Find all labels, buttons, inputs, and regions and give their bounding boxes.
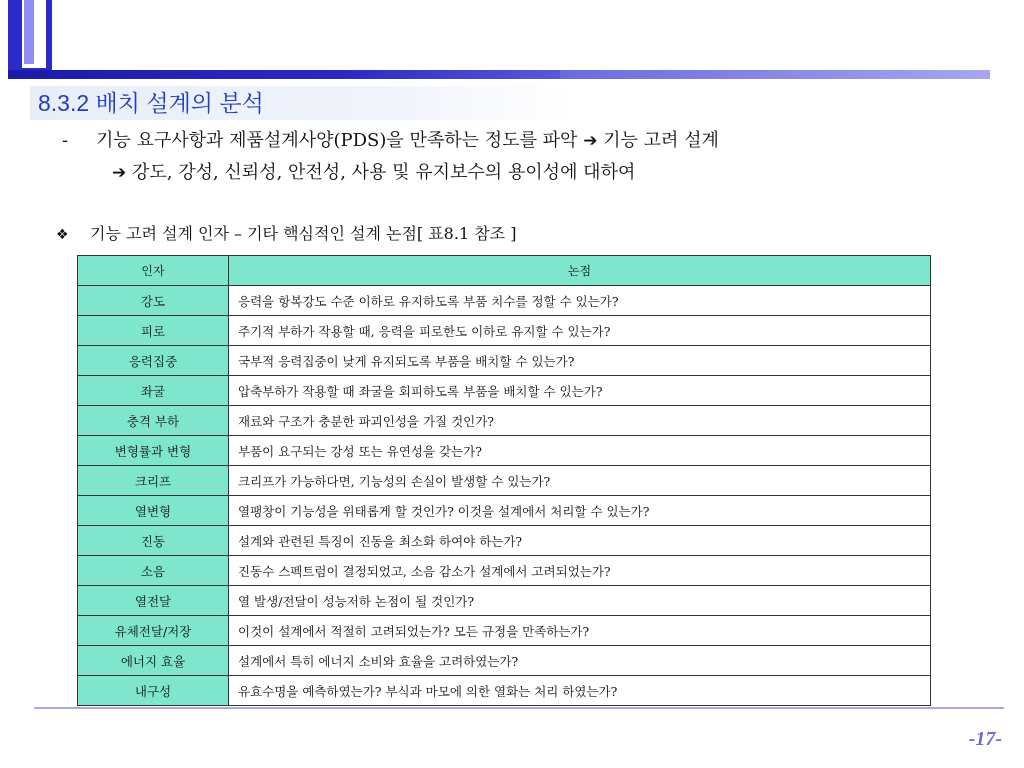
table-row bbox=[78, 436, 931, 466]
right-arrow-icon: ➔ bbox=[112, 163, 127, 183]
bullet-line bbox=[56, 222, 516, 247]
factor-cell: 크리프 bbox=[78, 466, 229, 496]
scope-line bbox=[112, 160, 635, 186]
issue-cell: 유효수명을 예측하였는가? 부식과 마모에 의한 열화는 처리 하였는가? bbox=[229, 676, 931, 706]
header-issue: 논점 bbox=[229, 256, 931, 286]
slide-title: 8.3.2 배치 설계의 분석 bbox=[38, 90, 264, 116]
factor-cell: 좌굴 bbox=[78, 376, 229, 406]
intro-text-after: 기능 고려 설계 bbox=[603, 130, 719, 151]
table-row bbox=[78, 406, 931, 436]
dash-marker: - bbox=[62, 130, 69, 151]
header-decoration-block bbox=[8, 0, 52, 78]
right-arrow-icon: ➔ bbox=[583, 131, 598, 151]
factor-cell: 열변형 bbox=[78, 496, 229, 526]
table-row bbox=[78, 496, 931, 526]
factor-cell: 열전달 bbox=[78, 586, 229, 616]
factor-cell: 충격 부하 bbox=[78, 406, 229, 436]
intro-text-before: 기능 요구사항과 제품설계사양(PDS)을 만족하는 정도를 파악 bbox=[96, 130, 578, 151]
intro-line bbox=[62, 128, 719, 154]
factor-cell: 응력집중 bbox=[78, 346, 229, 376]
factor-cell: 변형률과 변형 bbox=[78, 436, 229, 466]
issue-cell: 설계에서 특히 에너지 소비와 효율을 고려하였는가? bbox=[229, 646, 931, 676]
factor-cell: 유체전달/저장 bbox=[78, 616, 229, 646]
table-row bbox=[78, 646, 931, 676]
issue-cell: 압축부하가 작용할 때 좌굴을 회피하도록 부품을 배치할 수 있는가? bbox=[229, 376, 931, 406]
design-issues-table bbox=[77, 255, 931, 706]
header-decoration-inner bbox=[22, 0, 46, 68]
table-row bbox=[78, 286, 931, 316]
bullet-text: 기능 고려 설계 인자 – 기타 핵심적인 설계 논점[ 표8.1 참조 ] bbox=[90, 224, 517, 243]
issue-cell: 주기적 부하가 작용할 때, 응력을 피로한도 이하로 유지할 수 있는가? bbox=[229, 316, 931, 346]
issue-cell: 부품이 요구되는 강성 또는 유연성을 갖는가? bbox=[229, 436, 931, 466]
issue-cell: 이것이 설계에서 적절히 고려되었는가? 모든 규정을 만족하는가? bbox=[229, 616, 931, 646]
footer-divider bbox=[34, 707, 1004, 709]
header-bar-dark bbox=[8, 70, 568, 79]
table-row bbox=[78, 526, 931, 556]
table-row bbox=[78, 316, 931, 346]
factor-cell: 내구성 bbox=[78, 676, 229, 706]
issue-cell: 열팽창이 기능성을 위태롭게 할 것인가? 이것을 설계에서 처리할 수 있는가? bbox=[229, 496, 931, 526]
issue-cell: 진동수 스펙트럼이 결정되었고, 소음 감소가 설계에서 고려되었는가? bbox=[229, 556, 931, 586]
table-row bbox=[78, 556, 931, 586]
factor-cell: 에너지 효율 bbox=[78, 646, 229, 676]
issue-cell: 응력을 항복강도 수준 이하로 유지하도록 부품 치수를 정할 수 있는가? bbox=[229, 286, 931, 316]
scope-text: 강도, 강성, 신뢰성, 안전성, 사용 및 유지보수의 용이성에 대하여 bbox=[131, 162, 636, 183]
factor-cell: 강도 bbox=[78, 286, 229, 316]
factor-cell: 피로 bbox=[78, 316, 229, 346]
issue-cell: 국부적 응력집중이 낮게 유지되도록 부품을 배치할 수 있는가? bbox=[229, 346, 931, 376]
issue-cell: 크리프가 가능하다면, 기능성의 손실이 발생할 수 있는가? bbox=[229, 466, 931, 496]
table-row bbox=[78, 616, 931, 646]
table-row bbox=[78, 676, 931, 706]
table-row bbox=[78, 466, 931, 496]
factor-cell: 진동 bbox=[78, 526, 229, 556]
page-number: -17- bbox=[968, 728, 1002, 750]
factor-cell: 소음 bbox=[78, 556, 229, 586]
header-decoration-accent bbox=[24, 0, 34, 64]
issue-cell: 설계와 관련된 특징이 진동을 최소화 하여야 하는가? bbox=[229, 526, 931, 556]
table-row bbox=[78, 346, 931, 376]
table-row bbox=[78, 586, 931, 616]
header-factor: 인자 bbox=[78, 256, 229, 286]
table-header-row bbox=[78, 256, 931, 286]
diamond-bullet-icon: ❖ bbox=[56, 227, 69, 243]
table-row bbox=[78, 376, 931, 406]
issue-cell: 열 발생/전달이 성능저하 논점이 될 것인가? bbox=[229, 586, 931, 616]
header-bar-light bbox=[560, 70, 990, 79]
issue-cell: 재료와 구조가 충분한 파괴인성을 가질 것인가? bbox=[229, 406, 931, 436]
